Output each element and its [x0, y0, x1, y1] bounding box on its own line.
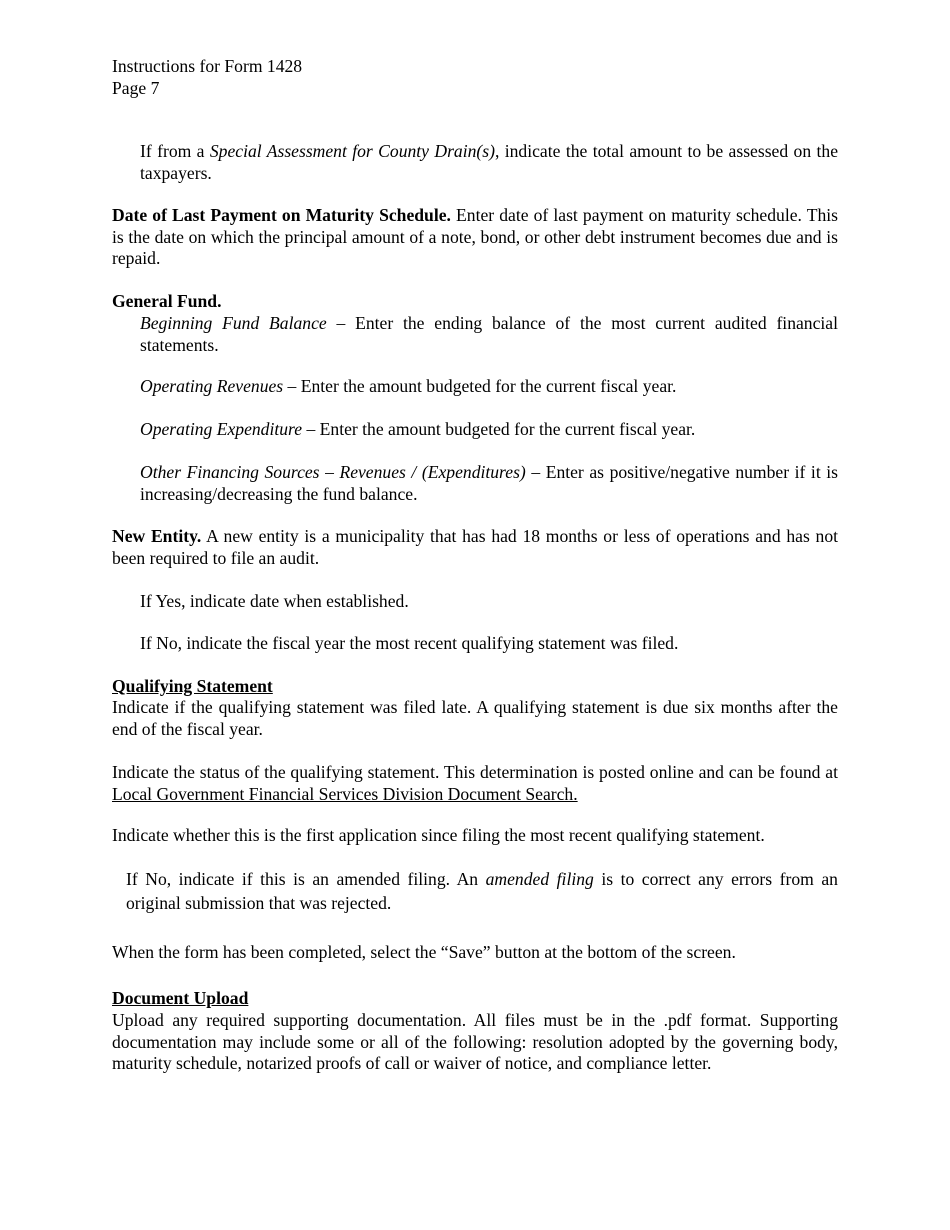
- new-entity-no-text: If No, indicate the fiscal year the most recent qualifying statement was filed.: [140, 633, 679, 653]
- general-fund-item: Operating Expenditure – Enter the amount budgeted for the current fiscal year.: [140, 419, 696, 439]
- qualifying-late-paragraph: Indicate if the qualifying statement was filed late. A qualifying statement is due six months after the end of the fiscal year.: [112, 697, 838, 739]
- drain-paragraph: If from a Special Assessment for County Drain(s), indicate the total amount to be assessed on the taxpayers.: [140, 141, 839, 183]
- amended-filing-paragraph: If No, indicate if this is an amended filing. An amended filing is to correct any errors from an original submission that was rejected.: [126, 869, 838, 913]
- general-fund-item: Other Financing Sources – Revenues / (Expenditures) – Enter as positive/negative number if it is increasing/decreasing the fund balance.: [140, 462, 839, 504]
- save-instruction-paragraph: When the form has been completed, select the “Save” button at the bottom of the screen.: [112, 942, 736, 962]
- first-application-paragraph: Indicate whether this is the first application since filing the most recent qualifying statement.: [112, 825, 765, 845]
- qualifying-statement-heading: Qualifying Statement: [112, 676, 273, 696]
- amended-filing-term: amended filing: [485, 869, 594, 889]
- page-header: [112, 56, 302, 99]
- new-entity-heading: New Entity.: [112, 526, 202, 546]
- document-upload-heading: Document Upload: [112, 988, 249, 1008]
- header-page-number: Page 7: [112, 77, 160, 98]
- last-payment-heading: Date of Last Payment on Maturity Schedule.: [112, 205, 451, 225]
- header-title: Instructions for Form 1428: [112, 56, 303, 76]
- drain-term: Special Assessment for County Drain(s): [209, 141, 495, 161]
- new-entity-yes-text: If Yes, indicate date when established.: [140, 591, 409, 611]
- document-upload-paragraph: Upload any required supporting documentation. All files must be in the .pdf format. Supporting documentation may include some or all of the following: resolution adopted by the governing body, maturity schedule, notarized proofs of call or waiver of notice, and compliance letter.: [112, 1010, 838, 1074]
- new-entity-paragraph: New Entity. A new entity is a municipality that has had 18 months or less of operations and has not been required to file an audit.: [112, 526, 839, 568]
- last-payment-paragraph: Date of Last Payment on Maturity Schedule. Enter date of last payment on maturity schedule. This is the date on which the principal amount of a note, bond, or other debt instrument becomes due and is repaid.: [112, 205, 838, 269]
- general-fund-heading: General Fund.: [112, 291, 222, 311]
- qualifying-status-paragraph: Indicate the status of the qualifying statement. This determination is posted online and can be found at Local Government Financial Services Division Document Search.: [112, 762, 838, 804]
- general-fund-item: Operating Revenues – Enter the amount budgeted for the current fiscal year.: [140, 376, 677, 396]
- general-fund-item: Beginning Fund Balance – Enter the ending balance of the most current audited financial statements.: [140, 313, 838, 355]
- document-search-link[interactable]: Local Government Financial Services Division Document Search.: [112, 783, 578, 804]
